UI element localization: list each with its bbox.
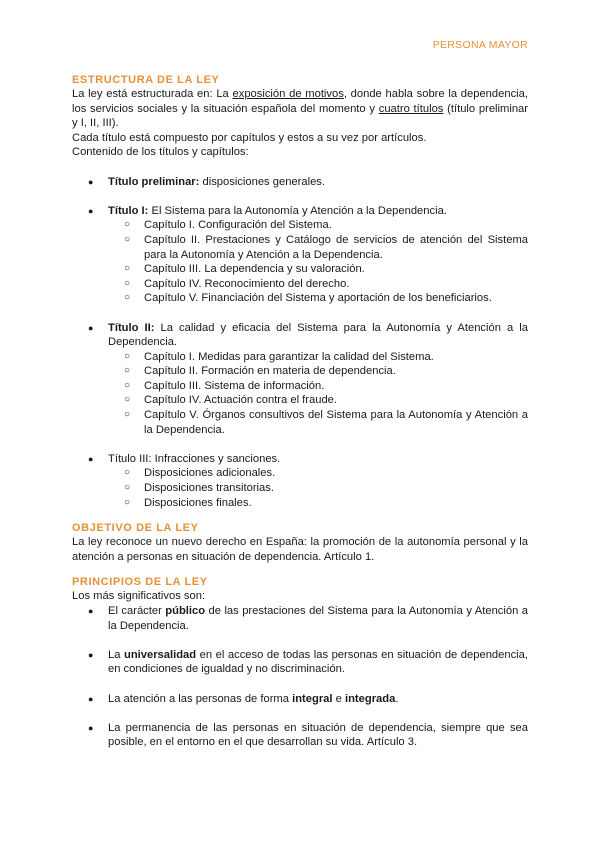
list-item-publico bbox=[72, 604, 528, 633]
titulo-ii-label: Título II: bbox=[108, 321, 155, 334]
list-item: ○ Capítulo III. La dependencia y su valoración. bbox=[72, 262, 528, 277]
b1-b: de las prestaciones del Sistema para la Autonomía y Atención a la Dependencia. bbox=[108, 605, 528, 632]
list-item-titulo-preliminar bbox=[72, 175, 528, 190]
document-body bbox=[72, 0, 528, 750]
list-item: ○ Disposiciones finales. bbox=[72, 496, 528, 511]
list-item-titulo-iii bbox=[72, 452, 528, 510]
titulo-iii-disposiciones bbox=[108, 466, 528, 510]
list-item: ○ Disposiciones adicionales. bbox=[72, 466, 528, 481]
b2-b: en el acceso de todas las personas en situación de dependencia, en condiciones de igualdad y no discriminación. bbox=[108, 648, 528, 676]
b3-end: . bbox=[395, 692, 399, 705]
b2-bold: universalidad bbox=[123, 648, 197, 661]
section-title-principios: PRINCIPIOS DE LA LEY bbox=[72, 576, 208, 589]
list-item: ○ Capítulo IV. Reconocimiento del derecho. bbox=[72, 277, 528, 292]
b3-bold1: integral bbox=[292, 692, 333, 705]
b3-bold2: integrada bbox=[344, 692, 396, 705]
page-header: PERSONA MAYOR bbox=[432, 39, 528, 51]
list-item-titulo-ii bbox=[72, 321, 528, 438]
list-item-permanencia: ● La permanencia de las personas en situación de dependencia, siempre que sea posible, en el entorno en el que desarrollan su vida. Artículo 3. bbox=[72, 721, 528, 750]
list-item: ○ Capítulo II. Formación en materia de dependencia. bbox=[72, 364, 528, 379]
list-item: ○ Capítulo III. Sistema de información. bbox=[72, 379, 528, 394]
titulo-preliminar-text: disposiciones generales. bbox=[199, 175, 325, 188]
titulo-ii-text: La calidad y eficacia del Sistema para la Autonomía y Atención a la Dependencia. bbox=[108, 321, 529, 349]
titulo-iii-text: Título III: Infracciones y sanciones. bbox=[108, 452, 281, 465]
estructura-p3: Contenido de los títulos y capítulos: bbox=[72, 146, 249, 159]
titulo-i-label: Título I: bbox=[108, 204, 149, 217]
b3-a: La atención a las personas de forma bbox=[108, 692, 293, 705]
b1-bold: público bbox=[165, 605, 206, 617]
titulos-list bbox=[72, 175, 528, 511]
list-item: ○ Capítulo IV. Actuación contra el fraude. bbox=[72, 393, 528, 408]
titulo-ii-capitulos bbox=[108, 350, 528, 438]
b3-mid: e bbox=[332, 692, 345, 705]
list-item: ○ Capítulo I. Configuración del Sistema. bbox=[72, 218, 528, 233]
objetivo-text: La ley reconoce un nuevo derecho en España: la promoción de la autonomía personal y la atención a personas en situación de dependencia. Artículo 1. bbox=[72, 536, 528, 563]
principios-list bbox=[72, 604, 528, 750]
list-item-universalidad bbox=[72, 648, 528, 677]
estructura-p2: Cada título está compuesto por capítulos y estos a su vez por artículos. bbox=[72, 131, 427, 144]
intro-part-c: (título preliminar y I, II, III). bbox=[72, 102, 528, 130]
titulo-preliminar-label: Título preliminar: bbox=[108, 175, 200, 188]
list-item: ○ Capítulo I. Medidas para garantizar la calidad del Sistema. bbox=[72, 350, 528, 365]
list-item: ○ Disposiciones transitorias. bbox=[72, 481, 528, 496]
b1-a: El carácter bbox=[108, 605, 166, 617]
b2-a: La bbox=[108, 648, 124, 661]
section-title-estructura: ESTRUCTURA DE LA LEY bbox=[72, 74, 220, 86]
list-item: ○ Capítulo V. Órganos consultivos del Sistema para la Autonomía y Atención a la Dependencia. bbox=[72, 408, 528, 437]
principios-intro: Los más significativos son: bbox=[72, 590, 206, 603]
intro-part-b: , donde habla sobre la dependencia, los servicios sociales y la situación española del momento y bbox=[72, 88, 528, 115]
list-item-integral bbox=[72, 692, 528, 707]
section-title-objetivo: OBJETIVO DE LA LEY bbox=[72, 522, 199, 535]
cuatro-titulos-link: cuatro títulos bbox=[378, 102, 444, 115]
list-item: ○ Capítulo V. Financiación del Sistema y aportación de los beneficiarios. bbox=[72, 291, 528, 306]
titulo-i-capitulos bbox=[108, 218, 528, 306]
list-item-titulo-i bbox=[72, 204, 528, 306]
intro-part-a: La ley está estructurada en: La bbox=[72, 88, 233, 100]
list-item: ○ Capítulo II. Prestaciones y Catálogo de servicios de atención del Sistema para la Autonomía y Atención a la Dependencia. bbox=[72, 233, 528, 262]
estructura-intro bbox=[72, 87, 528, 131]
exposicion-motivos-link: exposición de motivos bbox=[232, 88, 344, 100]
titulo-i-text: El Sistema para la Autonomía y Atención a la Dependencia. bbox=[148, 204, 447, 217]
